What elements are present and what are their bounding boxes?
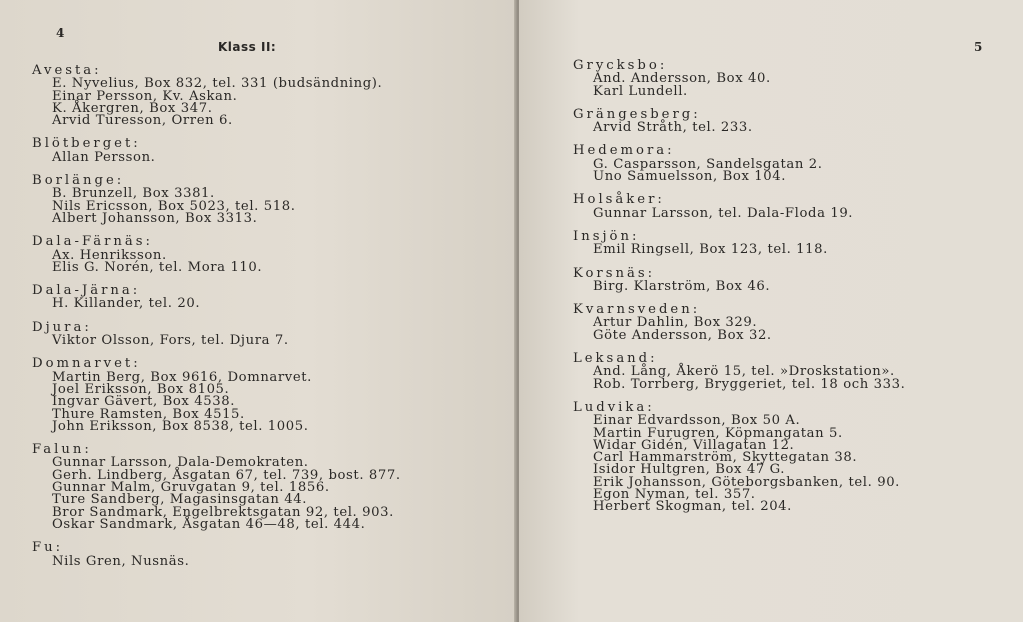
page-number-right: 5 <box>974 40 983 54</box>
directory-entry: Emil Ringsell, Box 123, tel. 118. <box>593 242 828 258</box>
directory-entry: Artur Dahlin, Box 329. <box>593 315 758 331</box>
place-group <box>32 236 502 274</box>
directory-entry: Einar Persson, Kv. Askan. <box>52 88 238 104</box>
directory-entry: Nils Gren, Nusnäs. <box>52 553 190 569</box>
place-name: Ludvika: <box>573 399 655 415</box>
directory-entry: Isidor Hultgren, Box 47 G. <box>593 462 786 478</box>
place-group <box>32 138 502 164</box>
directory-entry: Karl Lundell. <box>593 83 688 99</box>
directory-entry: Gunnar Larsson, Dala-Demokraten. <box>52 455 309 471</box>
directory-entry: B. Brunzell, Box 3381. <box>52 186 215 202</box>
directory-entry: Carl Hammarström, Skyttegatan 38. <box>593 450 858 466</box>
directory-entry: Erik Johansson, Göteborgsbanken, tel. 90. <box>593 474 900 490</box>
directory-entry: G. Casparsson, Sandelsgatan 2. <box>593 156 823 172</box>
directory-entry: K. Åkergren, Box 347. <box>52 100 213 116</box>
place-name: Korsnäs: <box>573 265 656 281</box>
directory-entry: H. Killander, tel. 20. <box>52 296 201 312</box>
directory-entry: Uno Samuelsson, Box 104. <box>593 169 787 185</box>
directory-entry: Gunnar Malm, Gruvgatan 9, tel. 1856. <box>52 480 330 496</box>
directory-entry: Rob. Torrberg, Bryggeriet, tel. 18 och 333. <box>593 376 906 392</box>
directory-entry: Einar Edvardsson, Box 50 A. <box>593 413 801 429</box>
place-name: Fu: <box>32 540 64 556</box>
directory-entry: Nils Ericsson, Box 5023, tel. 518. <box>52 198 296 214</box>
place-name: Grängesberg: <box>573 106 701 122</box>
place-name: Domnarvet: <box>32 356 141 372</box>
directory-entry: John Eriksson, Box 8538, tel. 1005. <box>52 418 309 434</box>
place-group <box>573 106 1013 136</box>
place-name: Holsåker: <box>573 192 665 208</box>
directory-entry: Widar Gidén, Villagatan 12. <box>593 437 795 453</box>
directory-entry: Herbert Skogman, tel. 204. <box>593 499 792 515</box>
directory-entry: Arvid Stråth, tel. 233. <box>593 120 753 136</box>
directory-entry: Viktor Olsson, Fors, tel. Djura 7. <box>52 333 289 349</box>
directory-entry: Bror Sandmark, Engelbrektsgatan 92, tel. 903. <box>52 504 394 520</box>
directory-entry: Gerh. Lindberg, Åsgatan 67, tel. 739, bost. 877. <box>52 467 401 483</box>
directory-entry: Elis G. Norén, tel. Mora 110. <box>52 259 263 275</box>
place-group <box>573 353 1013 391</box>
directory-entry: Joel Eriksson, Box 8105. <box>52 381 230 397</box>
directory-entry: Gunnar Larsson, tel. Dala-Floda 19. <box>593 205 854 221</box>
directory-entry: Egon Nyman, tel. 357. <box>593 487 756 503</box>
directory-entry: Ture Sandberg, Magasinsgatan 44. <box>52 492 308 508</box>
place-group <box>573 60 1013 98</box>
directory-entry: Albert Johansson, Box 3313. <box>52 210 258 226</box>
place-name: Dala-Järna: <box>32 283 141 299</box>
place-group <box>32 444 502 531</box>
place-group <box>573 145 1013 183</box>
place-group <box>573 228 1013 258</box>
place-name: Kvarnsveden: <box>573 302 701 318</box>
place-group <box>573 265 1013 294</box>
place-name: Djura: <box>32 319 92 335</box>
place-name: Avesta: <box>32 63 102 78</box>
place-name: Falun: <box>32 442 92 458</box>
directory-entry: Ingvar Gävert, Box 4538. <box>52 394 236 410</box>
directory-entry: Martin Berg, Box 9616, Domnarvet. <box>52 369 312 385</box>
place-name: Insjön: <box>573 228 640 244</box>
place-name: Hedemora: <box>573 143 675 159</box>
directory-entry: Oskar Sandmark, Åsgatan 46—48, tel. 444. <box>52 516 366 532</box>
place-group <box>573 194 1013 220</box>
place-group <box>573 399 1013 515</box>
place-name: Grycksbo: <box>573 58 668 73</box>
place-group <box>32 542 502 568</box>
place-name: Blötberget: <box>32 136 141 152</box>
place-group <box>32 319 502 349</box>
directory-entry: Thure Ramsten, Box 4515. <box>52 406 245 422</box>
page-number-left: 4 <box>56 26 65 40</box>
place-group <box>32 358 502 433</box>
page-heading: Klass II: <box>218 40 277 54</box>
directory-entry: Göte Andersson, Box 32. <box>593 327 772 343</box>
directory-entry: Birg. Klarström, Box 46. <box>593 278 771 294</box>
right-page <box>519 0 1023 622</box>
place-group <box>32 65 502 127</box>
left-directory-column <box>32 65 502 579</box>
right-directory-column <box>573 60 1013 525</box>
place-name: Leksand: <box>573 351 658 367</box>
place-name: Dala-Färnäs: <box>32 234 153 250</box>
directory-entry: Allan Persson. <box>52 149 156 165</box>
directory-entry: Arvid Turesson, Orren 6. <box>52 113 233 129</box>
directory-entry: E. Nyvelius, Box 832, tel. 331 (budsändning). <box>52 76 383 92</box>
place-group <box>32 175 502 225</box>
place-group <box>573 304 1013 342</box>
directory-entry: And. Andersson, Box 40. <box>593 71 771 87</box>
directory-entry: And. Lång, Åkerö 15, tel. »Droskstation». <box>593 364 895 380</box>
place-name: Borlänge: <box>32 173 125 189</box>
place-group <box>32 285 502 311</box>
directory-entry: Ax. Henriksson. <box>52 247 167 263</box>
directory-entry: Martin Furugren, Köpmangatan 5. <box>593 425 843 441</box>
